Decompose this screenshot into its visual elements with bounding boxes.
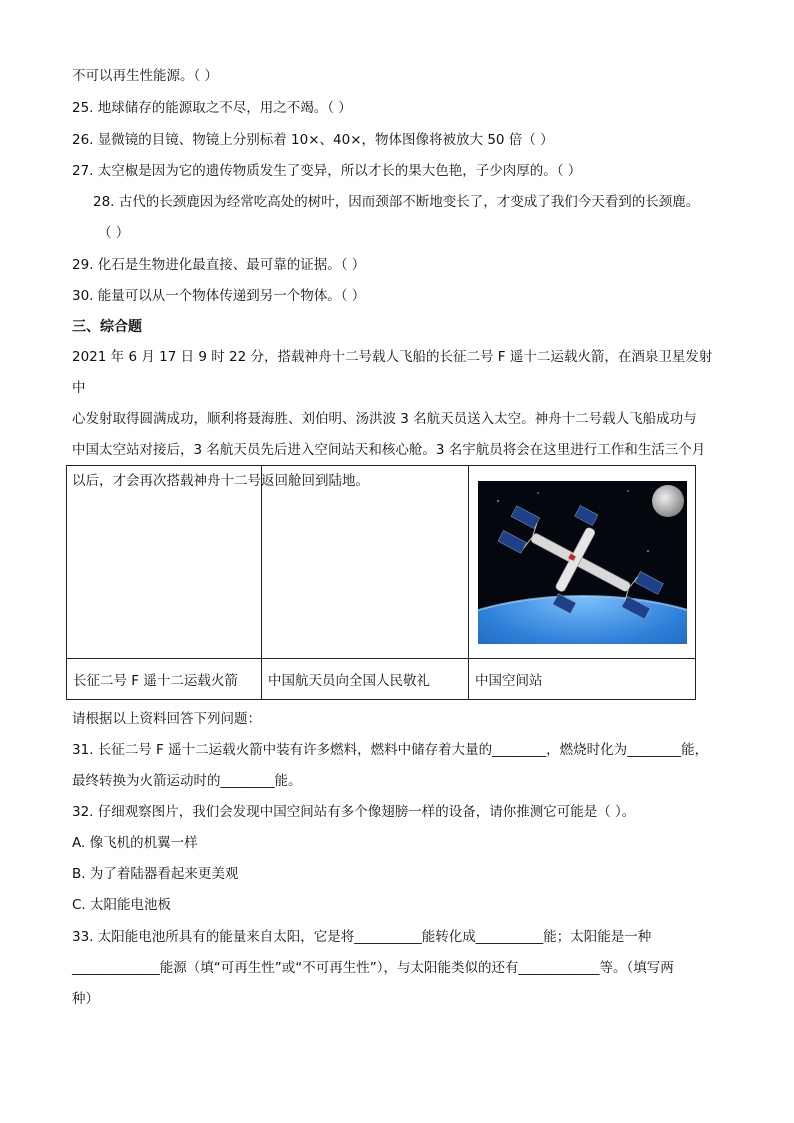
- section-title: 三、综合题: [72, 319, 142, 335]
- rocket-image-cell: [67, 466, 262, 659]
- option-c: C. 太阳能电池板: [72, 897, 172, 913]
- caption-rocket: 长征二号 F 遥十二运载火箭: [67, 659, 262, 700]
- question-28-bracket: （ ）: [98, 225, 130, 241]
- option-b: B. 为了着陆器看起来更美观: [72, 866, 239, 882]
- question-30: 30. 能量可以从一个物体传递到另一个物体。（ ）: [72, 288, 366, 304]
- astronaut-image-cell: [262, 466, 469, 659]
- passage-line: 心发射取得圆满成功，顺利将聂海胜、刘伯明、汤洪波 3 名航天员送入太空。神舟十二号载人飞船成功与: [72, 411, 697, 427]
- question-33-line2: _____________能源（填“可再生性”或“不可再生性”），与太阳能类似的还有____________等。（填写两: [72, 960, 674, 976]
- question-31-line1: 31. 长征二号 F 遥十二运载火箭中装有许多燃料，燃料中储存着大量的________，燃烧时化为________能，: [72, 742, 709, 758]
- caption-space-station: 中国空间站: [469, 659, 696, 700]
- passage-line: 以后，才会再次搭载神舟十二号返回舱回到陆地。: [72, 473, 369, 489]
- question-32: 32. 仔细观察图片，我们会发现中国空间站有多个像翅膀一样的设备，请你推测它可能是（ ）。: [72, 804, 636, 820]
- space-station-photo: [478, 481, 687, 644]
- question-29: 29. 化石是生物进化最直接、最可靠的证据。（ ）: [72, 257, 366, 273]
- space-station-image-cell: [469, 466, 696, 659]
- question-26: 26. 显微镜的目镜、物镜上分别标着 10×、40×，物体图像将被放大 50 倍（ ）: [72, 132, 554, 148]
- passage-line: 2021 年 6 月 17 日 9 时 22 分，搭载神舟十二号载人飞船的长征二号 F 遥十二运载火箭，在酒泉卫星发射中: [72, 349, 713, 396]
- instruction: 请根据以上资料回答下列问题：: [72, 711, 261, 727]
- option-a: A. 像飞机的机翼一样: [72, 835, 198, 851]
- question-27: 27. 太空椒是因为它的遗传物质发生了变异，所以才长的果大色艳，子少肉厚的。（ ）: [72, 163, 582, 179]
- passage-line: 中国太空站对接后，3 名航天员先后进入空间站天和核心舱。3 名宇航员将会在这里进行工作和生活三个月: [72, 442, 706, 458]
- image-table: [66, 465, 696, 700]
- question-25: 25. 地球储存的能源取之不尽，用之不竭。（ ）: [72, 100, 352, 116]
- question-28: 28. 古代的长颈鹿因为经常吃高处的树叶，因而颈部不断地变长了，才变成了我们今天看到的长颈鹿。: [93, 194, 700, 210]
- question-33-line1: 33. 太阳能电池所具有的能量来自太阳，它是将__________能转化成__________能；太阳能是一种: [72, 929, 652, 945]
- question-24-tail: 不可以再生性能源。（ ）: [72, 68, 219, 84]
- caption-astronauts: 中国航天员向全国人民敬礼: [262, 659, 469, 700]
- question-31-line2: 最终转换为火箭运动时的________能。: [72, 773, 302, 789]
- moon: [652, 485, 684, 517]
- question-33-line3: 种）: [72, 991, 99, 1007]
